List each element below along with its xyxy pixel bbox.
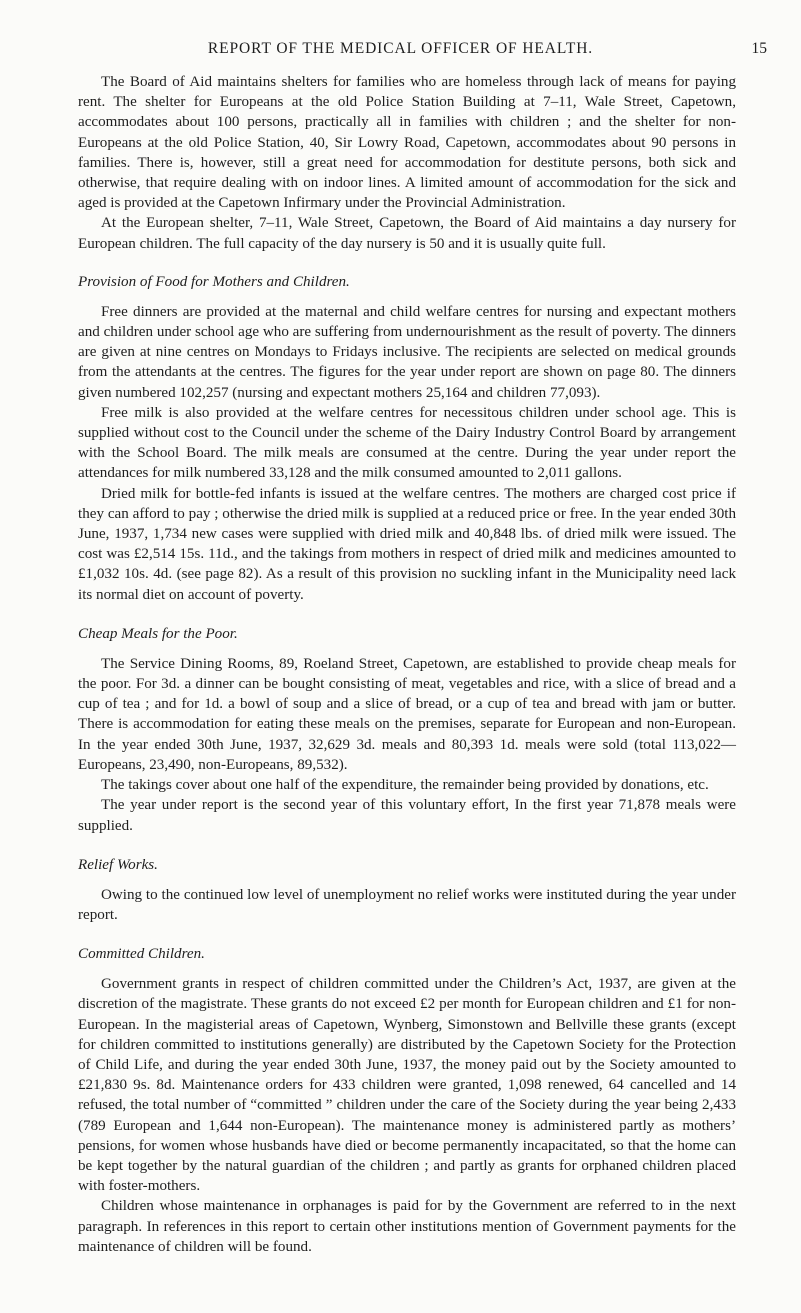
- page-number: 15: [751, 40, 767, 57]
- paragraph: Children whose maintenance in orphanages is paid for by the Government are referred to in the next paragraph. In references in this report to certain other institutions mention of Government payments for the maintenance of children will be found.: [78, 1198, 736, 1255]
- section-heading-relief-works: Relief Works.: [78, 856, 158, 873]
- body-text: [78, 72, 736, 1257]
- paragraph: Free milk is also provided at the welfare centres for necessitous children under school age. This is supplied without cost to the Council under the scheme of the Dairy Industry Control Board by arrangement with the School Board. The milk meals are consumed at the centre. During the year under report the attendances for milk numbered 33,128 and the milk consumed amounted to 2,011 gallons.: [78, 404, 736, 482]
- paragraph: The year under report is the second year of this voluntary effort, In the first year 71,878 meals were supplied.: [78, 797, 736, 834]
- paragraph: At the European shelter, 7–11, Wale Street, Capetown, the Board of Aid maintains a day nursery for European children. The full capacity of the day nursery is 50 and it is usually quite full.: [78, 215, 736, 252]
- paragraph: Owing to the continued low level of unemployment no relief works were instituted during the year under report.: [78, 886, 736, 923]
- section-heading-cheap-meals: Cheap Meals for the Poor.: [78, 625, 238, 642]
- section-heading-committed-children: Committed Children.: [78, 946, 205, 963]
- paragraph: Free dinners are provided at the maternal and child welfare centres for nursing and expectant mothers and children under school age who are suffering from undernourishment as the result of poverty. The dinners are given at nine centres on Mondays to Fridays inclusive. The recipients are selected on medical grounds from the attendants at the centres. The figures for the year under report are shown on page 80. The dinners given numbered 102,257 (nursing and expectant mothers 25,164 and children 77,093).: [78, 303, 736, 401]
- paragraph: Government grants in respect of children committed under the Children’s Act, 1937, are given at the discretion of the magistrate. These grants do not exceed £2 per month for European children and £1 for non-European. In the magisterial areas of Capetown, Wynberg, Simonstown and Bellville these grants (except for children committed to institutions generally) are distributed by the Capetown Society for the Protection of Child Life, and during the year ended 30th June, 1937, the money paid out by the Society amounted to £21,830 9s. 8d. Maintenance orders for 433 children were granted, 1,098 renewed, 64 cancelled and 14 refused, the total number of “committed ” children under the care of the Society during the year being 2,433 (789 European and 1,644 non-European). The maintenance money is administered partly as mothers’ pensions, for women whose husbands have died or become permanently incapacitated, so that the home can be kept together by the natural guardian of the children ; and partly as grants for orphaned children placed with foster-mothers.: [78, 976, 736, 1195]
- section-heading-provision-of-food: Provision of Food for Mothers and Children.: [78, 273, 350, 290]
- paragraph: The Board of Aid maintains shelters for families who are homeless through lack of means for paying rent. The shelter for Europeans at the old Police Station Building at 7–11, Wale Street, Capetown, accommodates about 100 persons, practically all in families with children ; and the shelter for non-Europeans at the old Police Station, 40, Sir Lowry Road, Capetown, accommodates about 90 persons in families. There is, however, still a great need for accommodation for destitute persons, both sick and otherwise, that require dealing with on indoor lines. A limited amount of accommodation for the sick and aged is provided at the Capetown Infirmary under the Provincial Administration.: [78, 74, 736, 212]
- paragraph: Dried milk for bottle-fed infants is issued at the welfare centres. The mothers are charged cost price if they can afford to pay ; otherwise the dried milk is supplied at a reduced price or free. In the year ended 30th June, 1937, 1,734 new cases were supplied with dried milk and 40,848 lbs. of dried milk were issued. The cost was £2,514 15s. 11d., and the takings from mothers in respect of dried milk and medicines amounted to £1,032 10s. 4d. (see page 82). As a result of this provision no suckling infant in the Municipality need lack its normal diet on account of poverty.: [78, 485, 736, 603]
- paragraph: The takings cover about one half of the expenditure, the remainder being provided by donations, etc.: [101, 777, 709, 794]
- paragraph: The Service Dining Rooms, 89, Roeland Street, Capetown, are established to provide cheap meals for the poor. For 3d. a dinner can be bought consisting of meat, vegetables and rice, with a slice of bread and a cup of tea ; and for 1d. a bowl of soup and a slice of bread, or a cup of tea and bread with jam or butter. There is accommodation for eating these meals on the premises, separate for European and non-European. In the year ended 30th June, 1937, 32,629 3d. meals and 80,393 1d. meals were sold (total 113,022—Europeans, 23,490, non-Europeans, 89,532).: [78, 655, 736, 773]
- running-title: REPORT OF THE MEDICAL OFFICER OF HEALTH.: [207, 40, 594, 57]
